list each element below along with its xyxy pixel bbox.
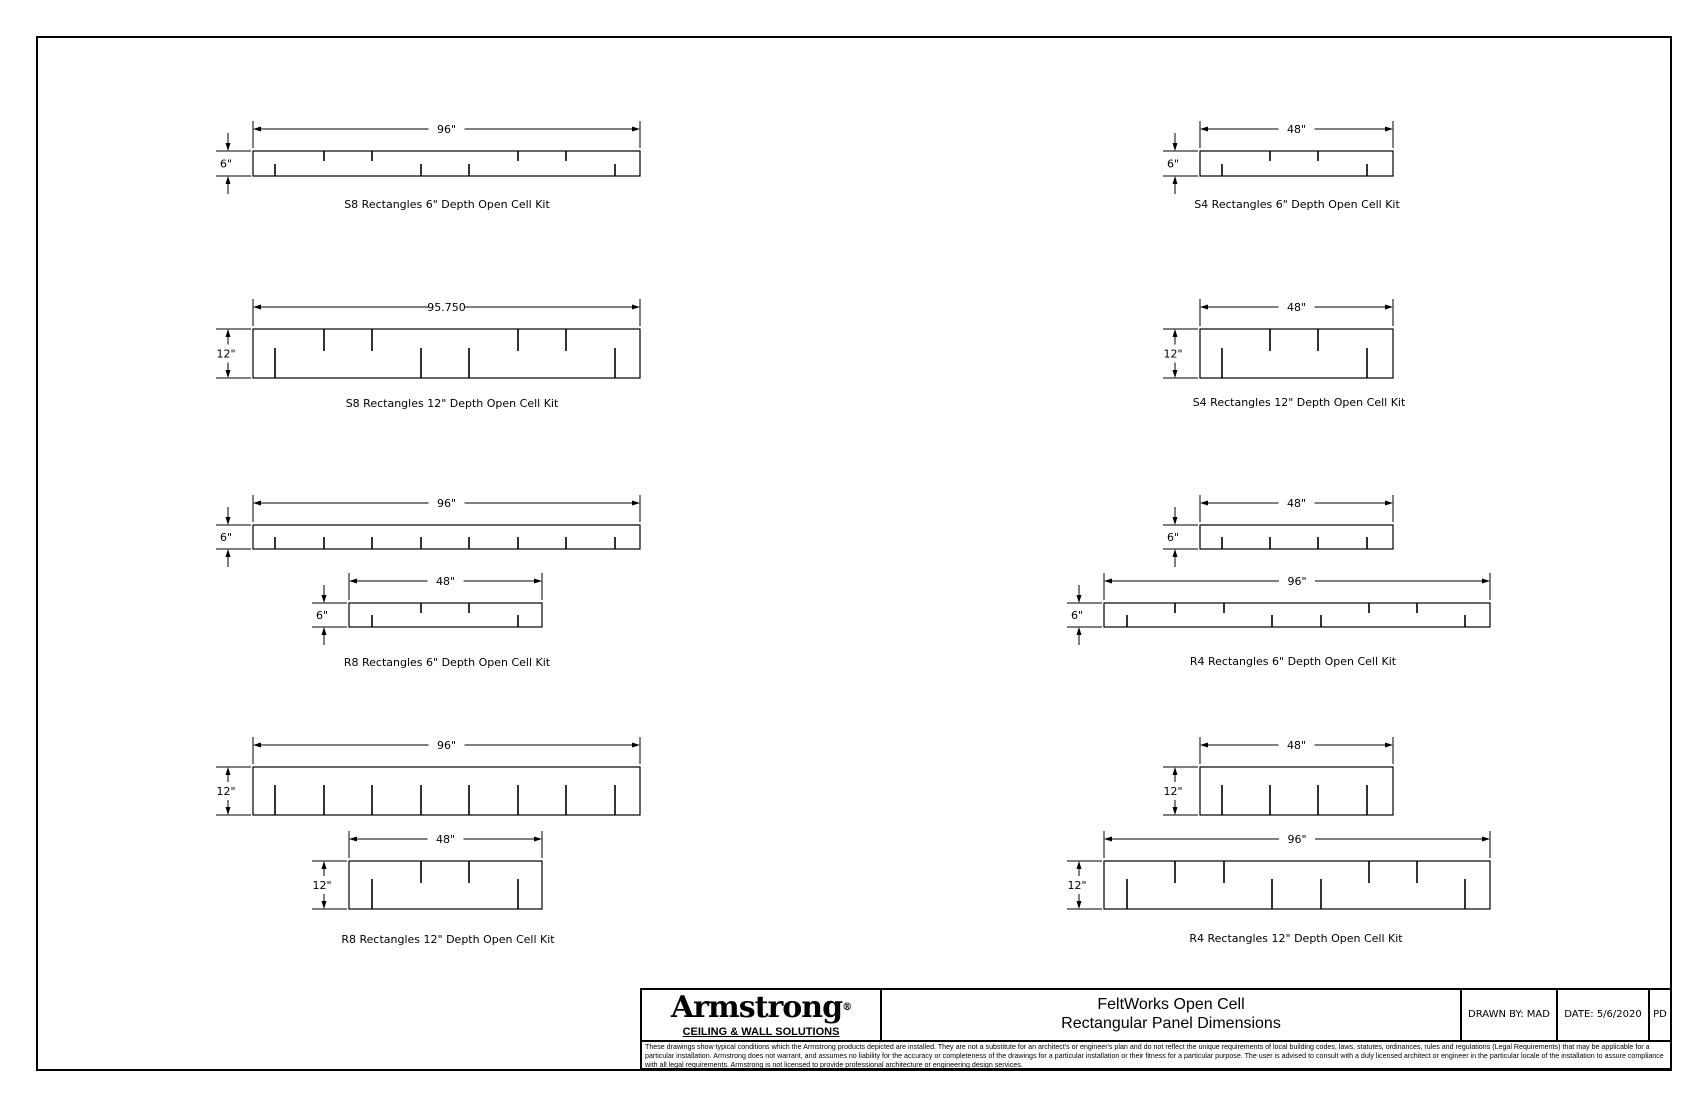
depth-dimension-label: 6" [219,157,233,171]
panel-outline [1200,329,1393,378]
dimension-arrow [1077,901,1082,909]
panel-captions [341,198,1406,946]
panel-outline [253,525,640,549]
registered-mark: ® [842,1002,852,1013]
dimension-arrow [322,901,327,909]
dimension-arrow [253,127,261,132]
depth-dimension-label: 6" [1166,157,1180,171]
drawn-by: DRAWN BY: MAD [1462,990,1558,1040]
width-dimension-label: 48" [435,575,456,588]
dimension-arrow [1173,176,1178,184]
panel-3 [216,299,640,378]
panel-outline [253,151,640,176]
panel-6 [1067,495,1490,645]
dimension-arrow [226,143,231,151]
rectangle-shape [312,831,542,909]
panel-1 [216,121,640,194]
panel-outline [349,861,542,909]
dimension-arrow [1173,329,1178,337]
width-dimension-label: 96" [436,739,457,752]
dimension-arrow [534,579,542,584]
width-dimension-label: 48" [1286,739,1307,752]
title-block [640,988,1672,1070]
panel-caption: S8 Rectangles 6" Depth Open Cell Kit [344,198,550,211]
dimension-arrow [1200,305,1208,310]
dimension-arrow [1385,501,1393,506]
dimension-arrow [1104,579,1112,584]
dimension-arrow [1173,517,1178,525]
sheet-border [37,37,1671,1070]
width-dimension-label: 96" [436,123,457,136]
armstrong-logo [642,990,882,1040]
dimension-arrow [226,767,231,775]
dimension-arrow [1482,579,1490,584]
panel-caption: S8 Rectangles 12" Depth Open Cell Kit [345,397,559,410]
dimension-arrow [1173,370,1178,378]
dimension-arrow [322,861,327,869]
dimension-arrow [226,370,231,378]
rectangle-shape [1163,737,1393,815]
depth-dimension-label: 6" [315,609,329,622]
dimension-arrow [632,127,640,132]
dimension-arrow [226,329,231,337]
panel-outline [1104,603,1490,627]
rectangle-shape [216,299,640,378]
panel-outline [349,603,542,627]
dimension-arrow [1173,767,1178,775]
dimension-arrow [253,501,261,506]
dimension-arrow [1385,743,1393,748]
depth-dimension-label: 6" [219,531,233,544]
depth-dimension-label: 6" [1166,531,1180,544]
dimension-arrow [1385,305,1393,310]
dimension-arrow [322,627,327,635]
panel-outline [1200,151,1393,176]
panel-outline [253,767,640,815]
panel-5 [216,495,640,645]
width-dimension-label: 96" [1287,833,1307,846]
dimension-arrow [322,595,327,603]
dimension-arrow [226,517,231,525]
width-dimension-label: 95.750 [427,301,466,314]
panel-caption: S4 Rectangles 12" Depth Open Cell Kit [1192,396,1406,409]
rectangle-shape [1163,495,1393,567]
dimension-arrow [1173,143,1178,151]
panel-outline [253,329,640,378]
dimension-arrow [1482,837,1490,842]
panel-caption: R4 Rectangles 6" Depth Open Cell Kit [1189,655,1397,668]
disclaimer-text: These drawings show typical conditions which the Armstrong products depicted are installed. They are not a substitute for an architect's or engineer's plan and do not reflect the unique requirements of local building codes, laws, statutes, ordinances, rules and regulations (Legal Requirements) that may be applicable for a particular installation. Armstrong does not warrant, and assumes no liability for the accuracy or completeness of the drawings for a particular installation or their fitness for a particular purpose. The user is advised to consult with a duly licensed architect or engineer in the particular locale of the installation to assure compliance with all legal requirements. Armstrong is not licensed to provide professional architecture or engineering design services. [642,1040,1670,1068]
dimension-arrow [1385,127,1393,132]
drawing-date: DATE: 5/6/2020 [1558,990,1650,1040]
dimension-arrow [534,837,542,842]
depth-dimension-label: 12" [1067,879,1087,892]
width-dimension-label: 48" [1286,123,1307,136]
dimension-arrow [253,743,261,748]
panel-drawings [216,121,1490,909]
width-dimension-label: 48" [435,833,456,846]
panel-outline [1200,767,1393,815]
rectangle-shape [1163,121,1393,194]
rectangle-shape [1067,573,1490,645]
brand-name: Armstrong [670,990,843,1025]
panel-8 [1067,737,1490,909]
dimension-arrow [1173,549,1178,557]
dimension-arrow [1173,807,1178,815]
depth-dimension-label: 12" [1163,785,1183,798]
dimension-arrow [1200,127,1208,132]
depth-dimension-label: 12" [312,879,332,892]
dimension-arrow [1200,743,1208,748]
dimension-arrow [349,579,357,584]
dimension-arrow [1077,627,1082,635]
dimension-arrow [632,501,640,506]
panel-caption: S4 Rectangles 6" Depth Open Cell Kit [1194,198,1400,211]
panel-caption: R8 Rectangles 12" Depth Open Cell Kit [341,933,555,946]
rectangle-shape [216,737,640,815]
dimension-arrow [1104,837,1112,842]
dimension-arrow [226,176,231,184]
depth-dimension-label: 6" [1070,609,1084,622]
depth-dimension-label: 12" [1163,347,1183,361]
dimension-arrow [632,305,640,310]
dimension-arrow [1077,861,1082,869]
dimension-arrow [349,837,357,842]
width-dimension-label: 96" [1287,575,1307,588]
drawing-title [882,990,1462,1040]
rectangle-shape [216,495,640,567]
width-dimension-label: 48" [1286,497,1307,510]
panel-4 [1163,299,1393,378]
dimension-arrow [632,743,640,748]
panel-caption: R4 Rectangles 12" Depth Open Cell Kit [1189,932,1403,945]
panel-outline [1104,861,1490,909]
rectangle-shape [216,121,640,194]
width-dimension-label: 96" [436,497,457,510]
title-line-2: Rectangular Panel Dimensions [1061,1015,1281,1032]
panel-7 [216,737,640,909]
dimension-arrow [1200,501,1208,506]
dimension-arrow [226,549,231,557]
panel-2 [1163,121,1393,194]
brand-tagline: CEILING & WALL SOLUTIONS [682,1026,840,1038]
dimension-arrow [226,807,231,815]
rectangle-shape [1163,299,1393,378]
rectangle-shape [312,573,542,645]
drawing-code: PD [1653,1009,1667,1020]
panel-caption: R8 Rectangles 6" Depth Open Cell Kit [343,656,551,669]
width-dimension-label: 48" [1286,301,1307,314]
dimension-arrow [1077,595,1082,603]
depth-dimension-label: 12" [216,785,236,798]
dimension-arrow [253,305,261,310]
title-line-1: FeltWorks Open Cell [1097,996,1245,1013]
rectangle-shape [1067,831,1490,909]
depth-dimension-label: 12" [216,347,236,361]
panel-outline [1200,525,1393,549]
